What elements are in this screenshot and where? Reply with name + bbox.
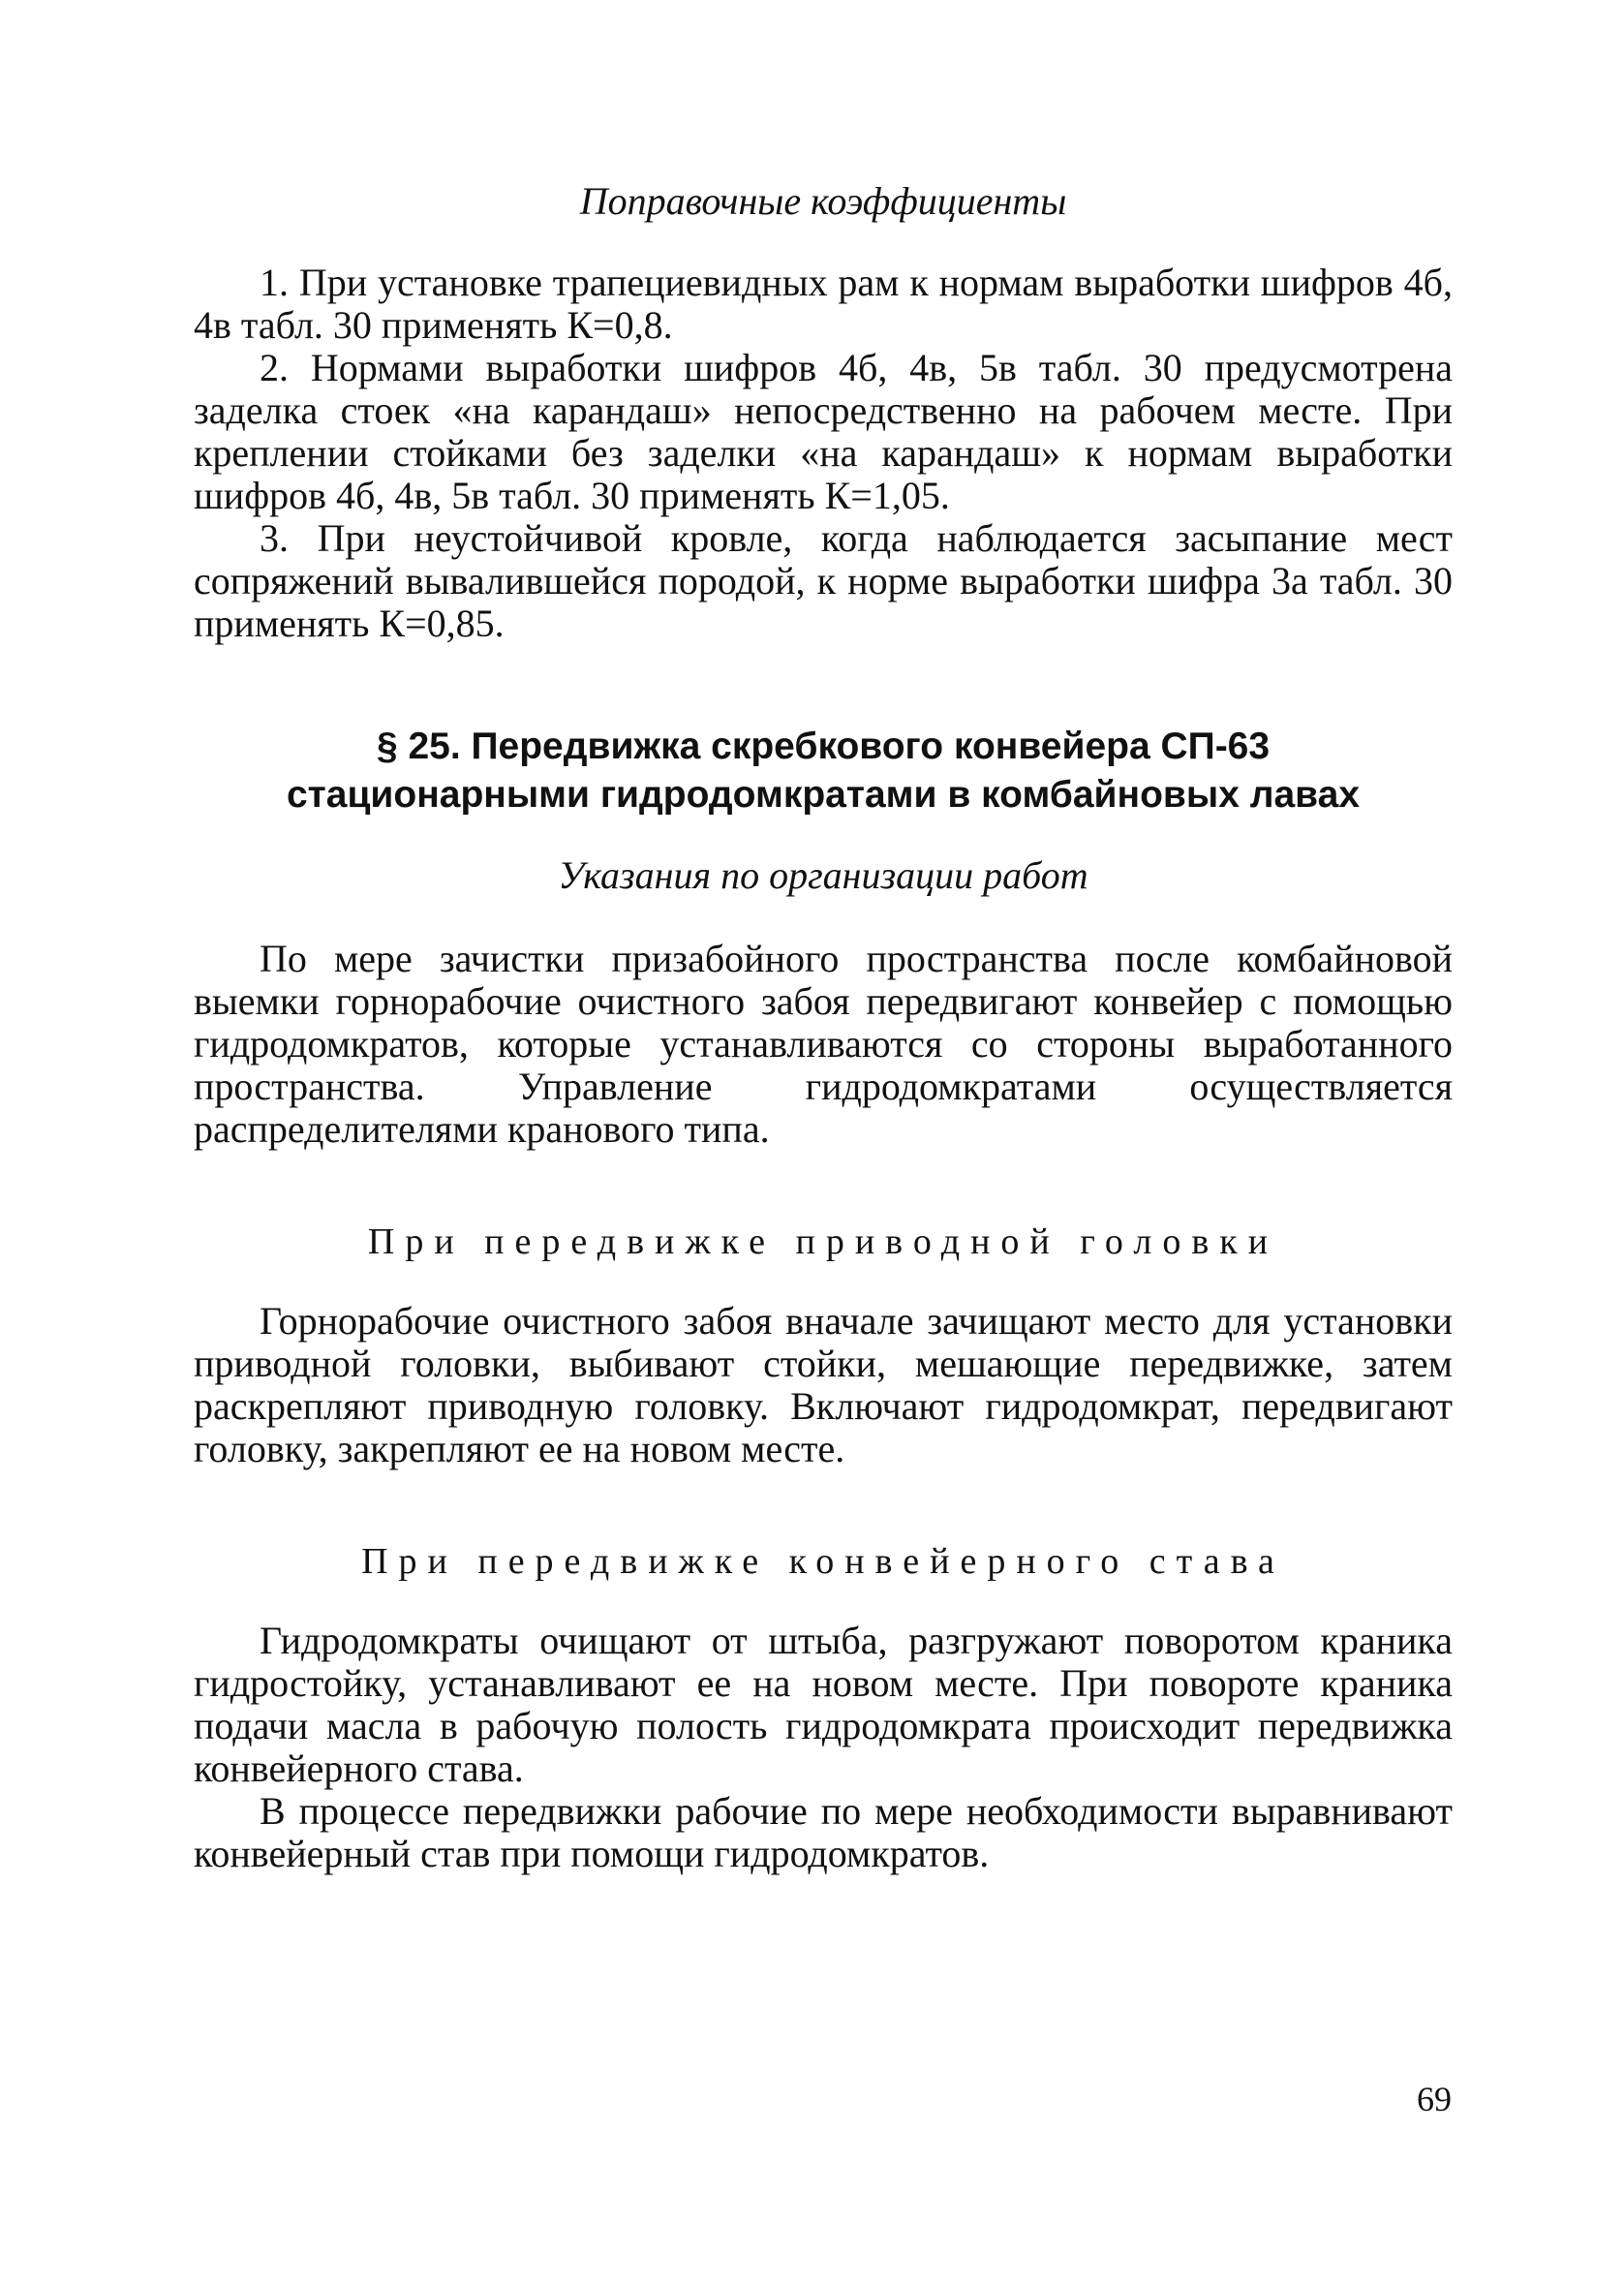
head-move-heading: При передвижке приводной головки — [367, 1221, 1279, 1262]
correction-item-3: 3. При неустойчивой кровле, когда наблюдается засыпание мест сопряжений вывалившейся породой, к норме выработки шифра 3а табл. 30 применять К=0,85. — [194, 516, 1453, 645]
text-column — [194, 178, 1453, 1875]
section-subtitle: Указания по организации работ — [558, 853, 1088, 897]
section-title-line-2: стационарными гидродомкратами в комбайновых лавах — [286, 774, 1361, 816]
page-number: 69 — [1417, 2080, 1452, 2118]
section-intro: По мере зачистки призабойного пространства после комбайновой выемки горнорабочие очистного забоя передвигают конвейер с помощью гидродомкратов, которые устанавливаются со стороны выработанного пространства. Управление гидродомкратами осуществляется распределителями кранового типа. — [194, 937, 1453, 1151]
correction-item-1: 1. При установке трапециевидных рам к нормам выработки шифров 4б, 4в табл. 30 применять К=0,8. — [194, 261, 1453, 347]
section-title-line-1: § 25. Передвижка скребкового конвейера СП-63 — [376, 726, 1271, 767]
correction-item-2: 2. Нормами выработки шифров 4б, 4в, 5в табл. 30 предусмотрена заделка стоек «на карандаш» непосредственно на рабочем месте. При креплении стойками без заделки «на карандаш» к нормам выработки шифров 4б, 4в, 5в табл. 30 применять К=1,05. — [194, 346, 1453, 517]
correction-heading: Поправочные коэффициенты — [579, 179, 1067, 223]
head-move-text: Горнорабочие очистного забоя вначале зачищают место для установки приводной головки, выбивают стойки, мешающие передвижке, затем раскрепляют приводную головку. Включают гидродомкрат, передвигают головку, закрепляют ее на новом месте. — [194, 1299, 1453, 1470]
frame-move-paragraph-1: Гидродомкраты очищают от штыба, разгружают поворотом краника гидростойку, устанавливают ее на новом месте. При повороте краника подачи масла в рабочую полость гидродомкрата происходит передвижка конвейерного става. — [194, 1619, 1453, 1790]
frame-move-heading: При передвижке конвейерного става — [361, 1541, 1285, 1582]
frame-move-paragraph-2: В процессе передвижки рабочие по мере необходимости выравнивают конвейерный став при помощи гидродомкратов. — [194, 1789, 1453, 1875]
